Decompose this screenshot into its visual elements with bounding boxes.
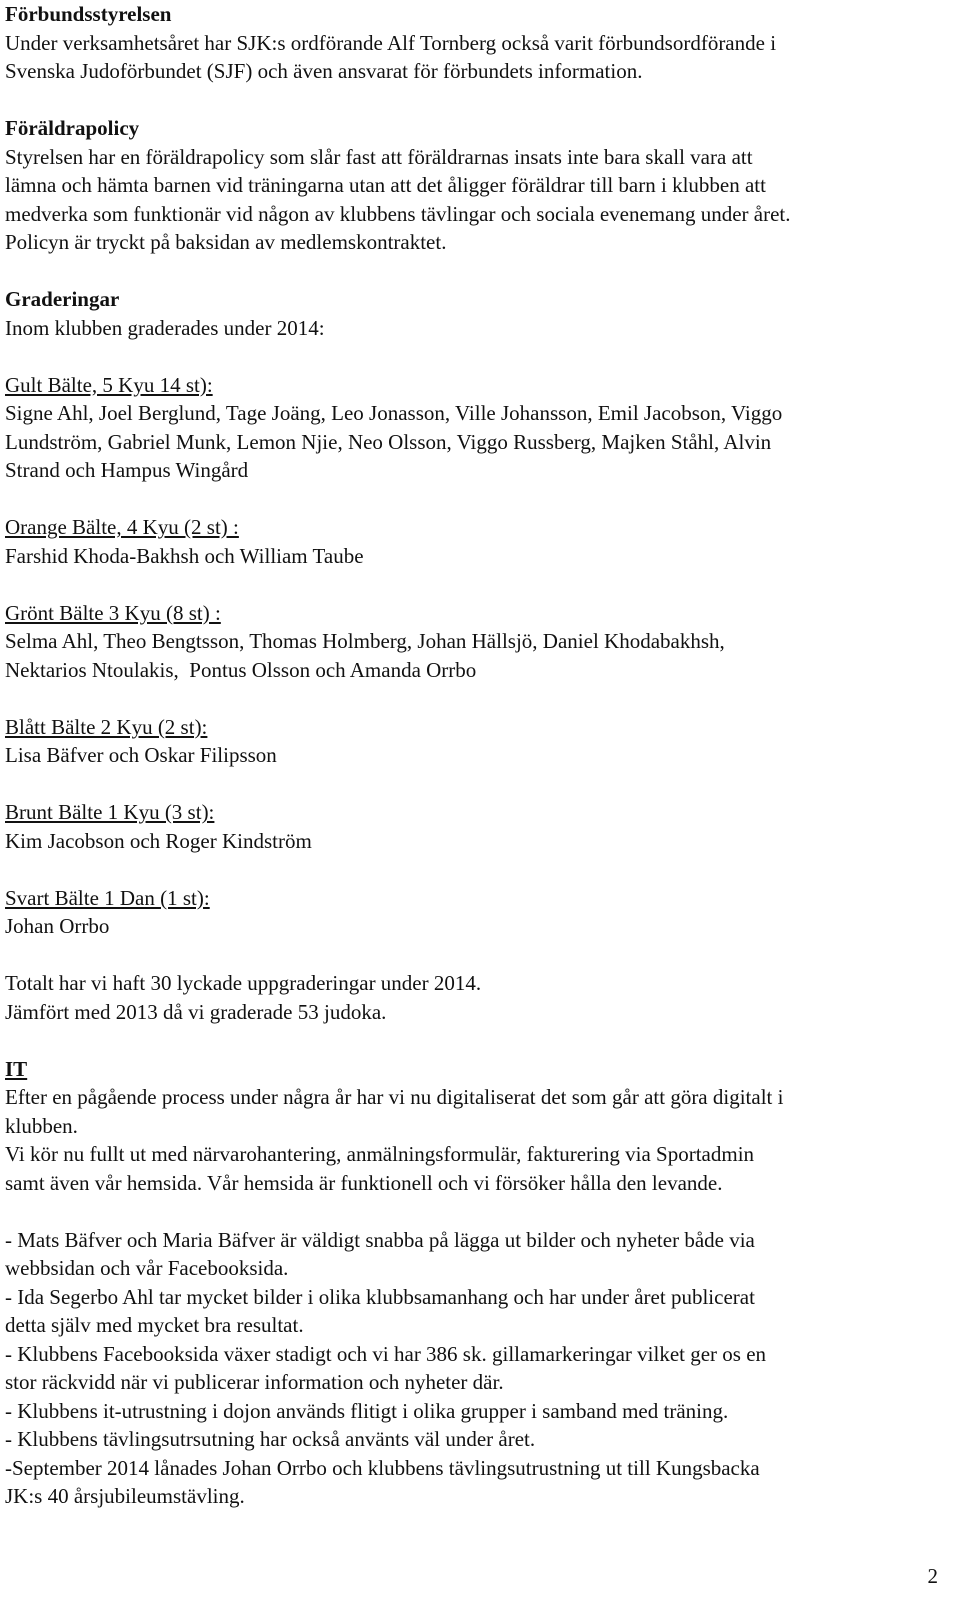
bullet-line: - Klubbens tävlingsutrsutning har också använts väl under året. [5,1427,536,1451]
body-line: klubben. [5,1113,78,1138]
belt-group-yellow [5,371,950,485]
bullet-line: - Ida Segerbo Ahl tar mycket bilder i olika klubbsamanhang och har under året publicerat [5,1284,755,1309]
belt-title: Brunt Bälte 1 Kyu (3 st): [5,800,215,824]
bullet-line: detta själv med mycket bra resultat. [5,1313,304,1337]
names-line: Kim Jacobson och Roger Kindström [5,828,312,853]
section-forbundsstyrelsen [5,0,950,86]
section-heading: IT [5,1056,28,1081]
section-heading: Graderingar [5,287,120,311]
summary-line: Jämfört med 2013 då vi graderade 53 judoka. [5,999,387,1024]
names-line: Farshid Khoda-Bakhsh och William Taube [5,543,364,568]
belt-title: Blått Bälte 2 Kyu (2 st): [5,714,208,739]
belt-group-brown [5,798,950,855]
bullet-line: - Klubbens Facebooksida växer stadigt och vi har 386 sk. gillamarkeringar vilket ger os en [5,1341,767,1366]
body-line: samt även vår hemsida. Vår hemsida är funktionell och vi försöker hålla den levande. [5,1170,723,1195]
bullet-line: stor räckvidd när vi publicerar information och nyheter där. [5,1370,504,1394]
names-line: Signe Ahl, Joel Berglund, Tage Joäng, Leo Jonasson, Ville Johansson, Emil Jacobson, Viggo [5,401,783,425]
body-line: Policyn är tryckt på baksidan av medlemskontraktet. [5,230,447,254]
bullet-line: - Klubbens it-utrustning i dojon används flitigt i olika grupper i samband med träning. [5,1398,729,1423]
section-heading: Förbundsstyrelsen [5,2,172,26]
body-line: lämna och hämta barnen vid träningarna utan att det åligger föräldrar till barn i klubben att [5,173,766,197]
bullet-line: -September 2014 lånades Johan Orrbo och klubbens tävlingsutrustning ut till Kungsbacka [5,1455,760,1480]
belt-title: Svart Bälte 1 Dan (1 st): [5,885,210,910]
names-line: Lisa Bäfver och Oskar Filipsson [5,743,277,767]
body-line: medverka som funktionär vid någon av klubbens tävlingar och sociala evenemang under året. [5,201,791,226]
names-line: Strand och Hampus Wingård [5,458,249,482]
page-number: 2 [927,1564,938,1588]
belt-group-green [5,599,950,685]
intro-line: Inom klubben graderades under 2014: [5,315,325,340]
names-line: Johan Orrbo [5,914,110,938]
document-page [5,0,950,1511]
section-graderingar [5,285,950,1026]
belt-title: Orange Bälte, 4 Kyu (2 st) : [5,515,239,539]
section-it [5,1055,950,1511]
names-line: Lundström, Gabriel Munk, Lemon Njie, Neo Olsson, Viggo Russberg, Majken Ståhl, Alvin [5,429,772,454]
names-line: Selma Ahl, Theo Bengtsson, Thomas Holmberg, Johan Hällsjö, Daniel Khodabakhsh, [5,629,725,653]
belt-title: Gult Bälte, 5 Kyu 14 st): [5,372,213,397]
bullet-line: webbsidan och vår Facebooksida. [5,1256,289,1280]
body-line: Svenska Judoförbundet (SJF) och även ansvarat för förbundets information. [5,59,643,83]
body-line: Efter en pågående process under några år har vi nu digitaliserat det som går att göra digitalt i [5,1085,784,1109]
belt-group-black [5,884,950,941]
body-line: Styrelsen har en föräldrapolicy som slår fast att föräldrarnas insats inte bara skall vara att [5,144,753,169]
section-heading: Föräldrapolicy [5,116,140,140]
belt-title: Grönt Bälte 3 Kyu (8 st) : [5,600,221,625]
belt-group-orange [5,513,950,570]
body-line: Vi kör nu fullt ut med närvarohantering, anmälningsformulär, fakturering via Sportadmin [5,1142,755,1166]
section-foraldrapolicy [5,114,950,257]
body-line: Under verksamhetsåret har SJK:s ordförande Alf Tornberg också varit förbundsordförande i [5,30,777,55]
bullet-line: JK:s 40 årsjubileumstävling. [5,1484,245,1508]
bullet-line: - Mats Bäfver och Maria Bäfver är väldigt snabba på lägga ut bilder och nyheter både via [5,1227,755,1252]
names-line: Nektarios Ntoulakis, Pontus Olsson och Amanda Orrbo [5,657,477,682]
belt-group-blue [5,713,950,770]
summary-line: Totalt har vi haft 30 lyckade uppgraderingar under 2014. [5,971,482,995]
